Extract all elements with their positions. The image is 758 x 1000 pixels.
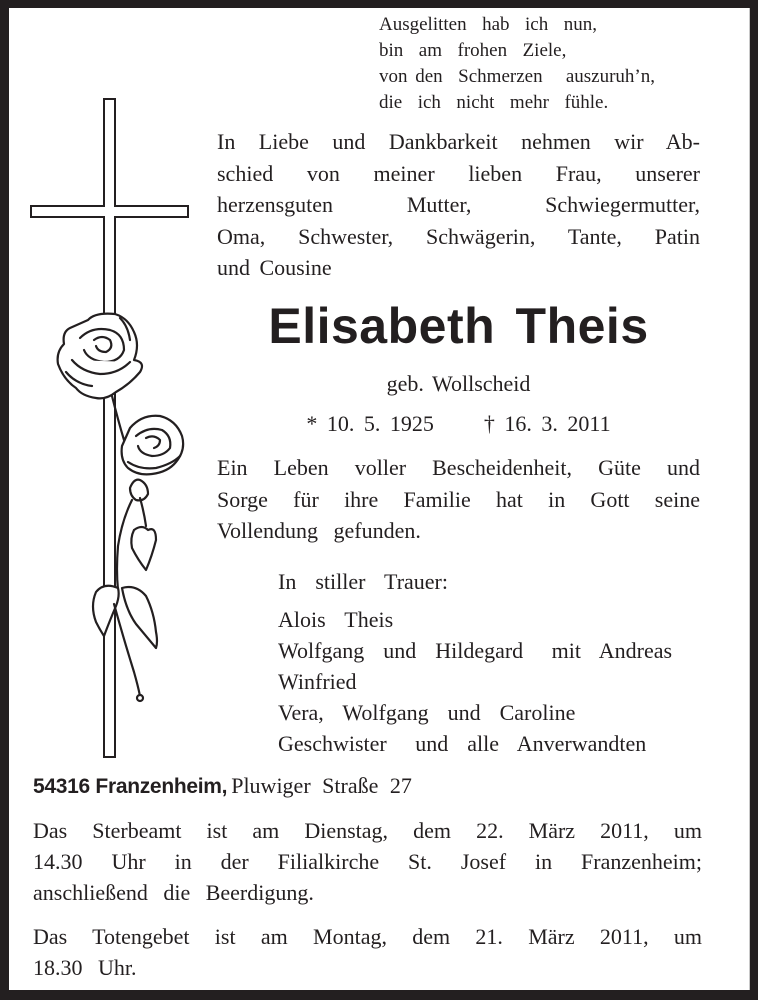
- poem-line: die ich nicht mehr fühle.: [379, 92, 609, 113]
- prayer-info: [33, 921, 702, 983]
- requiem-line: Das Sterbeamt ist am Dienstag, dem 22. März 2011, um: [33, 818, 702, 843]
- birth-name: geb. Wollscheid: [386, 371, 531, 396]
- intro-line: In Liebe und Dankbarkeit nehmen wir Ab-: [217, 129, 700, 154]
- mourner-entry: Geschwister und alle Anverwandten: [278, 731, 647, 756]
- intro-line: und Cousine: [217, 255, 332, 280]
- life-text-line: Sorge für ihre Familie hat in Gott seine: [217, 486, 700, 512]
- mourner-entry: Alois Theis: [278, 607, 394, 632]
- mourners-list: [278, 566, 672, 759]
- mourners-heading: In stiller Trauer:: [278, 569, 448, 594]
- address: [33, 772, 412, 801]
- poem-line: bin am frohen Ziele,: [379, 40, 567, 61]
- mourner-entry: Vera, Wolfgang und Caroline: [278, 700, 576, 725]
- poem-line: Ausgelitten hab ich nun,: [379, 14, 597, 35]
- intro-line: herzensguten Mutter, Schwiegermutter,: [217, 192, 700, 217]
- poem: [379, 12, 655, 116]
- birth-date: * 10. 5. 1925: [306, 411, 434, 436]
- life-dates: [217, 410, 700, 438]
- life-text-line: Ein Leben voller Bescheidenheit, Güte und: [217, 455, 700, 480]
- poem-line: von den Schmerzen auszuruh’n,: [379, 66, 656, 87]
- life-text: [217, 452, 700, 547]
- address-city: 54316 Franzenheim,: [33, 775, 228, 798]
- death-date: † 16. 3. 2011: [483, 411, 611, 436]
- mourner-entry: Wolfgang und Hildegard mit Andreas: [278, 638, 673, 663]
- prayer-line: Das Totengebet ist am Montag, dem 21. März 2011, um: [33, 924, 702, 949]
- requiem-info: [33, 815, 702, 908]
- address-street: Pluwiger Straße 27: [231, 773, 412, 798]
- intro-line: Oma, Schwester, Schwägerin, Tante, Patin: [217, 223, 700, 249]
- mourner-entry: Winfried: [278, 669, 357, 694]
- life-text-line: Vollendung gefunden.: [217, 518, 421, 543]
- deceased-name: Elisabeth Theis: [268, 298, 649, 354]
- intro-text: [217, 126, 700, 284]
- prayer-line: 18.30 Uhr.: [33, 955, 137, 980]
- requiem-line: anschließend die Beerdigung.: [33, 880, 314, 905]
- intro-line: schied von meiner lieben Frau, unserer: [217, 160, 700, 186]
- requiem-line: 14.30 Uhr in der Filialkirche St. Josef in Franzenheim;: [33, 849, 702, 874]
